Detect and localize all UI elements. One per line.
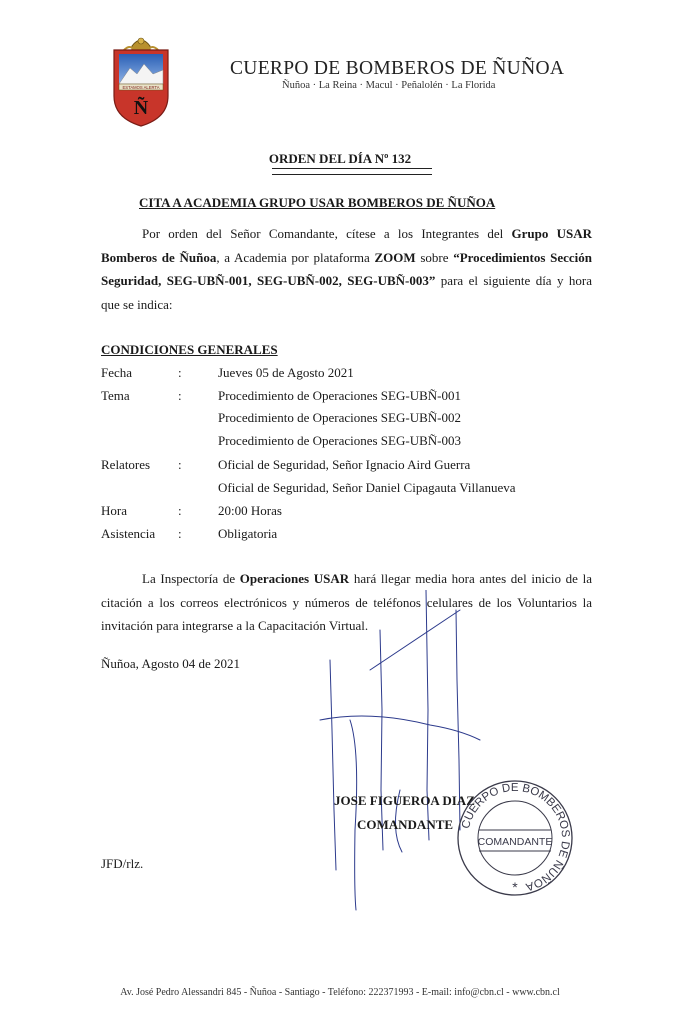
place-and-date: Ñuñoa, Agosto 04 de 2021 bbox=[101, 656, 241, 671]
signer-role: COMANDANTE bbox=[357, 817, 454, 832]
tema-value-1: Procedimiento de Operaciones SEG-UBÑ-001 bbox=[218, 388, 461, 403]
relatores-label: Relatores bbox=[101, 457, 151, 472]
signer-name: JOSE FIGUEROA DIAZ bbox=[334, 793, 475, 808]
intro-platform: ZOOM bbox=[374, 249, 416, 265]
document-title: ORDEN DEL DÍA Nº 132 bbox=[268, 151, 412, 166]
closing-inspectorate: Operaciones USAR bbox=[239, 571, 350, 586]
closing-text-2: hará llegar media hora antes del inicio de la citación a los correos electrónicos y números de teléfonos celulares de los Voluntarios la invitación para integrarse a la Capacitación Virtual. bbox=[101, 571, 592, 633]
footer-contact: Av. José Pedro Alessandri 845 - Ñuñoa - Santiago - Teléfono: 222371993 - E-mail: info@cbn.cl - www.cbn.cl bbox=[120, 987, 560, 998]
title-double-underline bbox=[272, 168, 432, 175]
relatores-colon: : bbox=[178, 457, 182, 472]
tema-value-2: Procedimiento de Operaciones SEG-UBÑ-002 bbox=[218, 410, 461, 425]
hora-label: Hora bbox=[101, 503, 127, 518]
fire-department-crest-logo bbox=[110, 32, 172, 128]
tema-colon: : bbox=[178, 388, 182, 403]
intro-topic: “Procedimientos Sección Seguridad, SEG-UBÑ-001, SEG-UBÑ-002, SEG-UBÑ-003” bbox=[101, 249, 592, 288]
organization-name: CUERPO DE BOMBEROS DE ÑUÑOA bbox=[230, 58, 565, 79]
asistencia-value: Obligatoria bbox=[218, 526, 278, 541]
intro-text-4: para el siguiente día y hora que se indica: bbox=[101, 273, 592, 312]
closing-text-1: La Inspectoría de bbox=[142, 571, 240, 586]
conditions-heading: CONDICIONES GENERALES bbox=[101, 342, 278, 357]
seal-star: * bbox=[512, 879, 518, 895]
hora-value: 20:00 Horas bbox=[218, 503, 282, 518]
relatores-value-2: Oficial de Seguridad, Señor Daniel Cipagauta Villanueva bbox=[218, 480, 516, 495]
fecha-label: Fecha bbox=[101, 365, 133, 380]
tema-label: Tema bbox=[101, 388, 130, 403]
organization-communes: Ñuñoa · La Reina · Macul · Peñalolén · La Florida bbox=[282, 80, 496, 91]
seal-ring-text: CUERPO DE BOMBEROS DE ÑUÑOA bbox=[459, 781, 572, 893]
reference-initials: JFD/rlz. bbox=[101, 856, 144, 871]
asistencia-label: Asistencia bbox=[101, 526, 156, 541]
intro-text-1: Por orden del Señor Comandante, cítese a los Integrantes del bbox=[142, 226, 512, 241]
intro-text-3: sobre bbox=[415, 249, 454, 265]
intro-paragraph bbox=[101, 222, 592, 316]
seal-center-text: COMANDANTE bbox=[477, 836, 553, 848]
logo-letter: Ñ bbox=[133, 97, 149, 119]
document-subject: CITA A ACADEMIA GRUPO USAR BOMBEROS DE ÑUÑOA bbox=[139, 195, 496, 210]
hora-colon: : bbox=[178, 503, 182, 518]
tema-value-3: Procedimiento de Operaciones SEG-UBÑ-003 bbox=[218, 433, 461, 448]
logo-motto: ESTAMOS ALERTA bbox=[122, 84, 160, 90]
relatores-value-1: Oficial de Seguridad, Señor Ignacio Aird Guerra bbox=[218, 457, 471, 472]
fecha-colon: : bbox=[178, 365, 182, 380]
asistencia-colon: : bbox=[178, 526, 182, 541]
commander-seal-stamp bbox=[455, 778, 575, 898]
intro-text-2: , a Academia por plataforma bbox=[216, 249, 375, 265]
intro-group-name: Grupo USAR Bomberos de Ñuñoa bbox=[101, 226, 592, 265]
fecha-value: Jueves 05 de Agosto 2021 bbox=[218, 365, 354, 380]
